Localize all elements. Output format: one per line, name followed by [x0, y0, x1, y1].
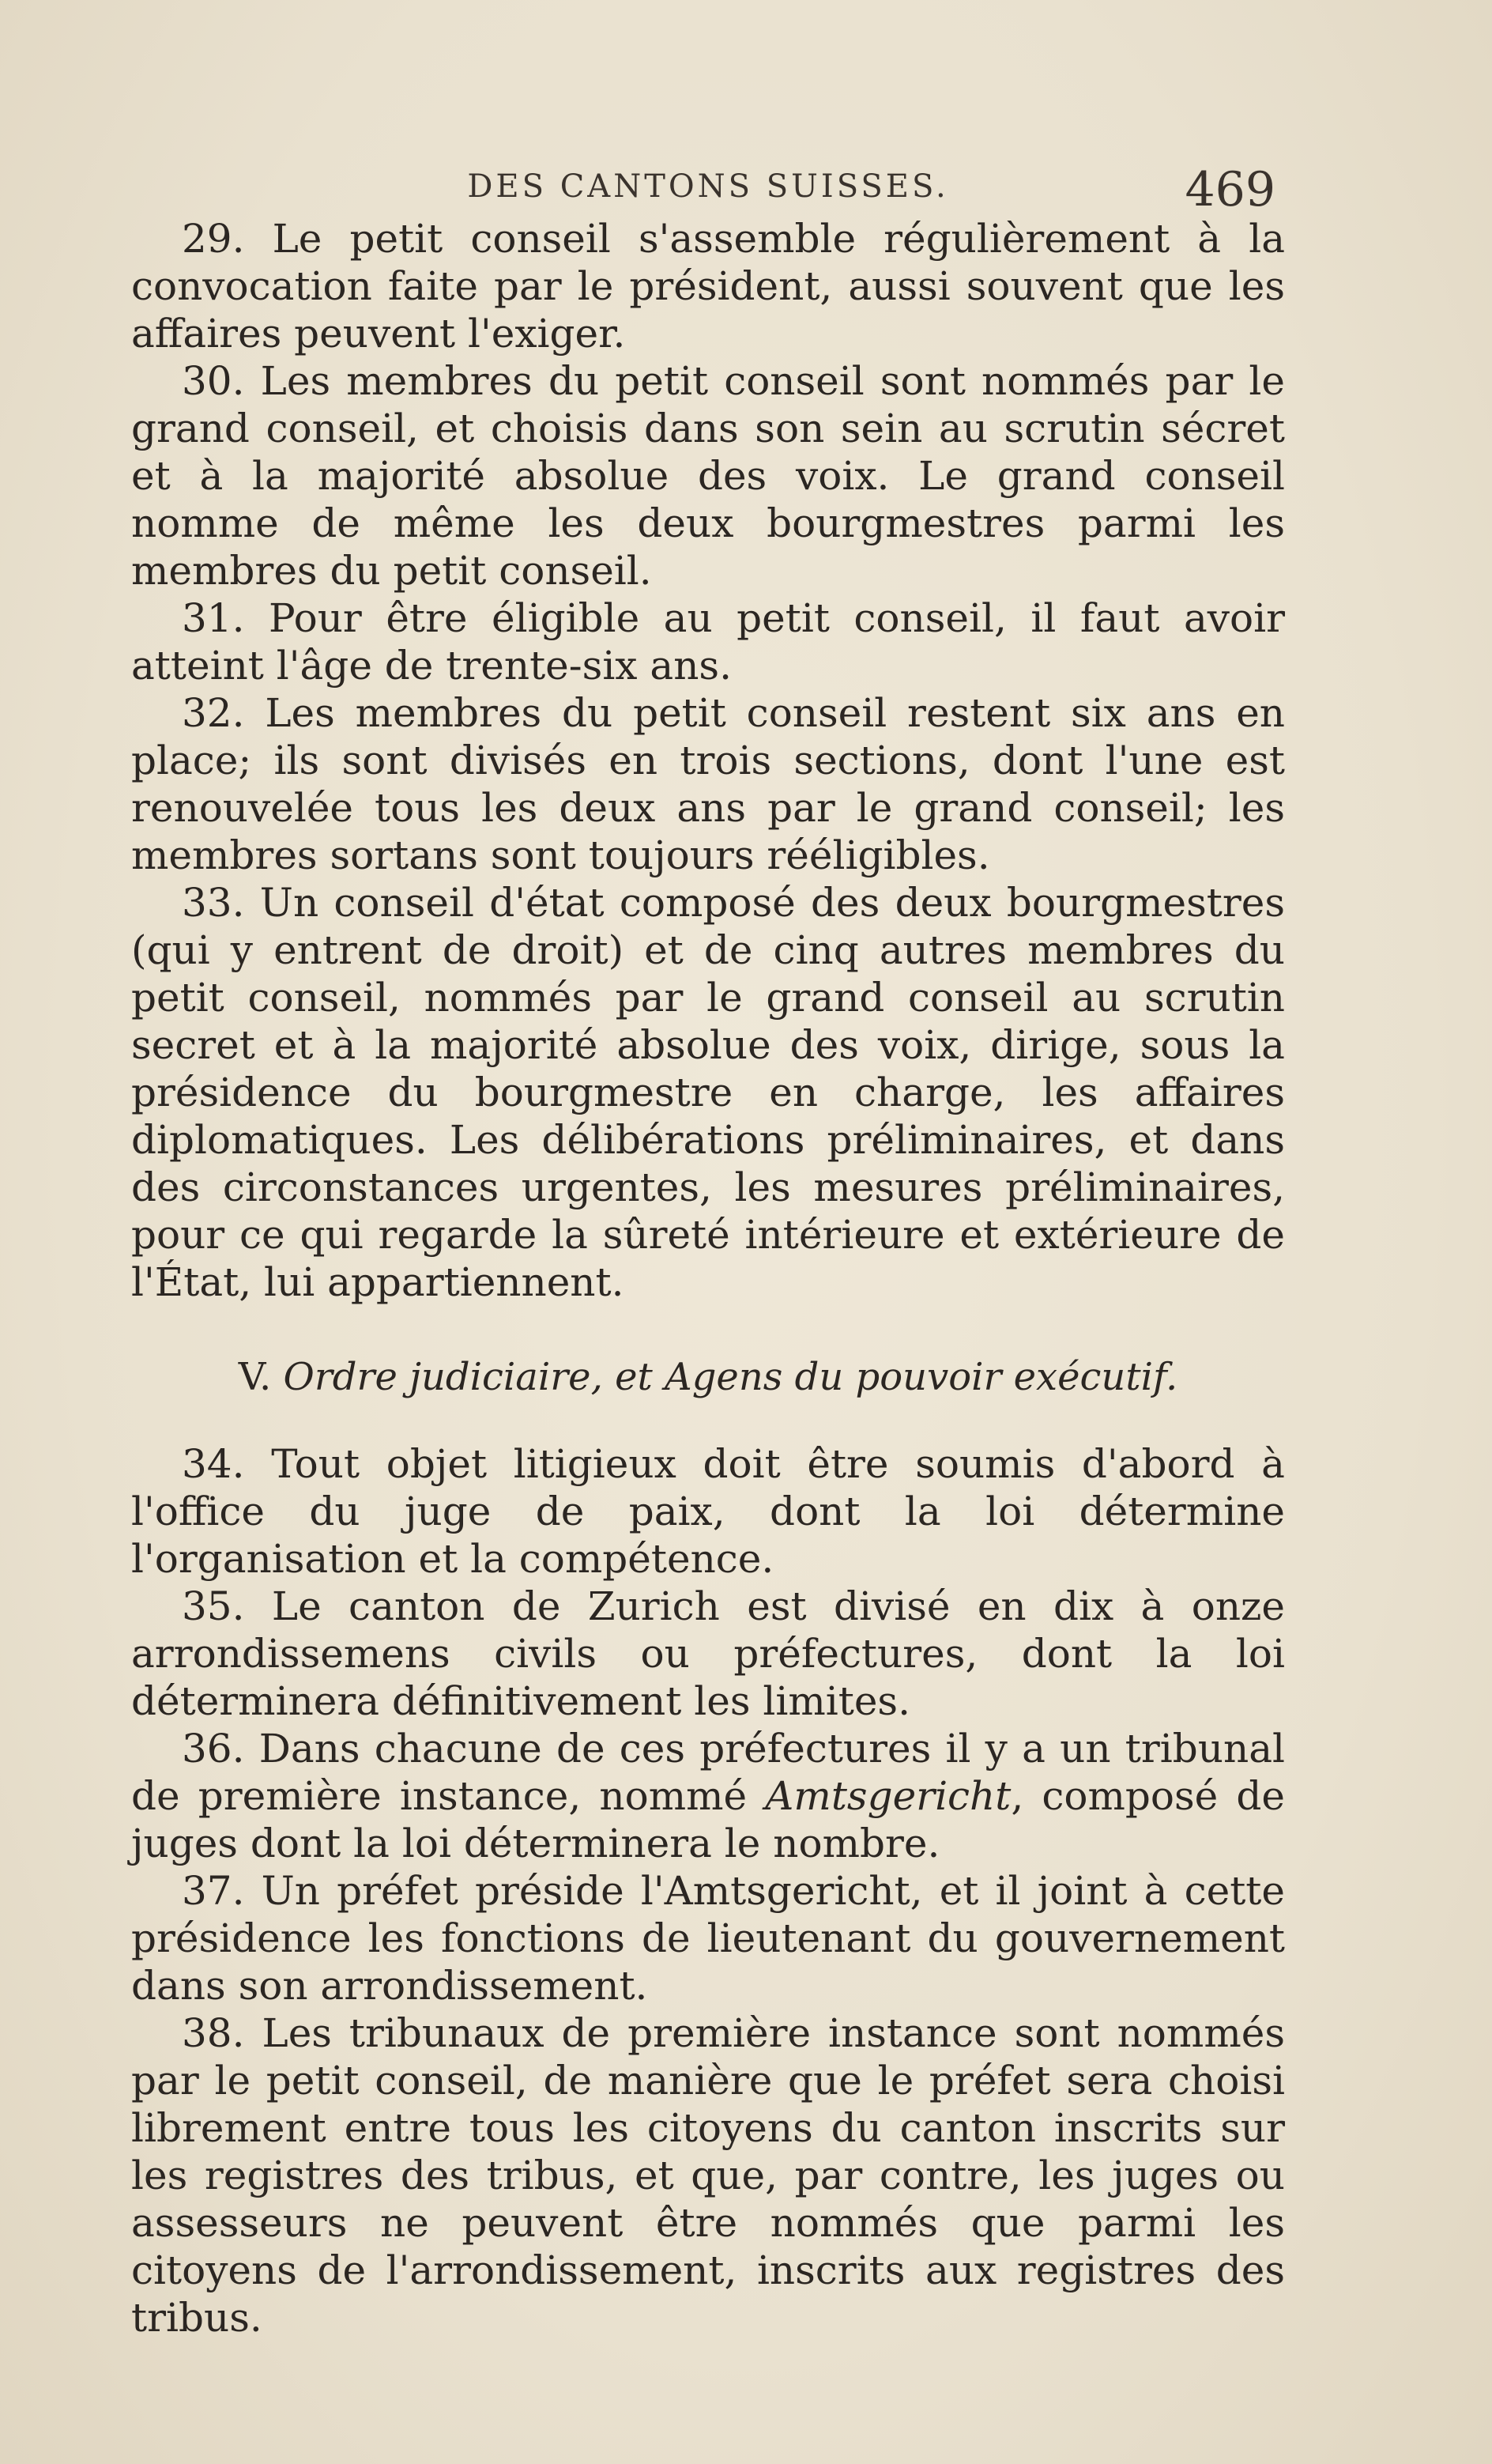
article-33: 33. Un conseil d'état composé des deux bourgmestres (qui y entrent de droit) et de cinq autres membres du petit conseil, nommés par le grand conseil au scrutin secret et à la majorité absolue des voix, dirige, sous la présidence du bourgmestre en charge, les affaires diplomatiques. Les délibérations préliminaires, et dans des circonstances urgentes, les mesures préliminaires, pour ce qui regarde la sûreté intérieure et extérieure de l'État, lui appartiennent. — [131, 880, 1285, 1305]
article-29: 29. Le petit conseil s'assemble régulièrement à la convocation faite par le président, aussi souvent que les affaires peuvent l'exiger. — [131, 216, 1285, 357]
article-37: 37. Un préfet préside l'Amtsgericht, et il joint à cette présidence les fonctions de lieutenant du gouvernement dans son arrondissement. — [131, 1868, 1285, 2009]
article-36 — [131, 1725, 1285, 1867]
article-36-italic-term: Amtsgericht — [765, 1773, 1012, 1819]
article-38: 38. Les tribunaux de première instance sont nommés par le petit conseil, de manière que le préfet sera choisi librement entre tous les citoyens du canton inscrits sur les registres des tribus, et que, par contre, les juges ou assesseurs ne peuvent être nommés que parmi les citoyens de l'arrondissement, inscrits aux registres des tribus. — [131, 2010, 1285, 2341]
article-36-text-after: , composé de juges dont la loi déterminera le nombre. — [131, 1773, 1285, 1866]
article-35: 35. Le canton de Zurich est divisé en dix à onze arrondissemens civils ou préfectures, dont la loi déterminera définitivement les limites. — [131, 1583, 1285, 1724]
section-title: Ordre judiciaire, et Agens du pouvoir exécutif. — [283, 1355, 1178, 1399]
article-36-text-before: 36. Dans chacune de ces préfectures il y a un tribunal de première instance, nommé — [131, 1726, 1285, 1819]
section-heading — [131, 1353, 1285, 1401]
section-number: V. — [238, 1355, 272, 1399]
page-number: 469 — [1185, 162, 1275, 217]
page-header — [131, 162, 1285, 217]
article-30: 30. Les membres du petit conseil sont nommés par le grand conseil, et choisis dans son sein au scrutin sécret et à la majorité absolue des voix. Le grand conseil nomme de même les deux bourgmestres parmi les membres du petit conseil. — [131, 358, 1285, 594]
article-31: 31. Pour être éligible au petit conseil, il faut avoir atteint l'âge de trente-six ans. — [131, 595, 1285, 689]
page-body — [131, 215, 1285, 2341]
running-title: DES CANTONS SUISSES. — [467, 168, 949, 205]
article-34: 34. Tout objet litigieux doit être soumis d'abord à l'office du juge de paix, dont la loi détermine l'organisation et la compétence. — [131, 1441, 1285, 1582]
article-32: 32. Les membres du petit conseil restent six ans en place; ils sont divisés en trois sections, dont l'une est renouvelée tous les deux ans par le grand conseil; les membres sortans sont toujours rééligibles. — [131, 690, 1285, 878]
